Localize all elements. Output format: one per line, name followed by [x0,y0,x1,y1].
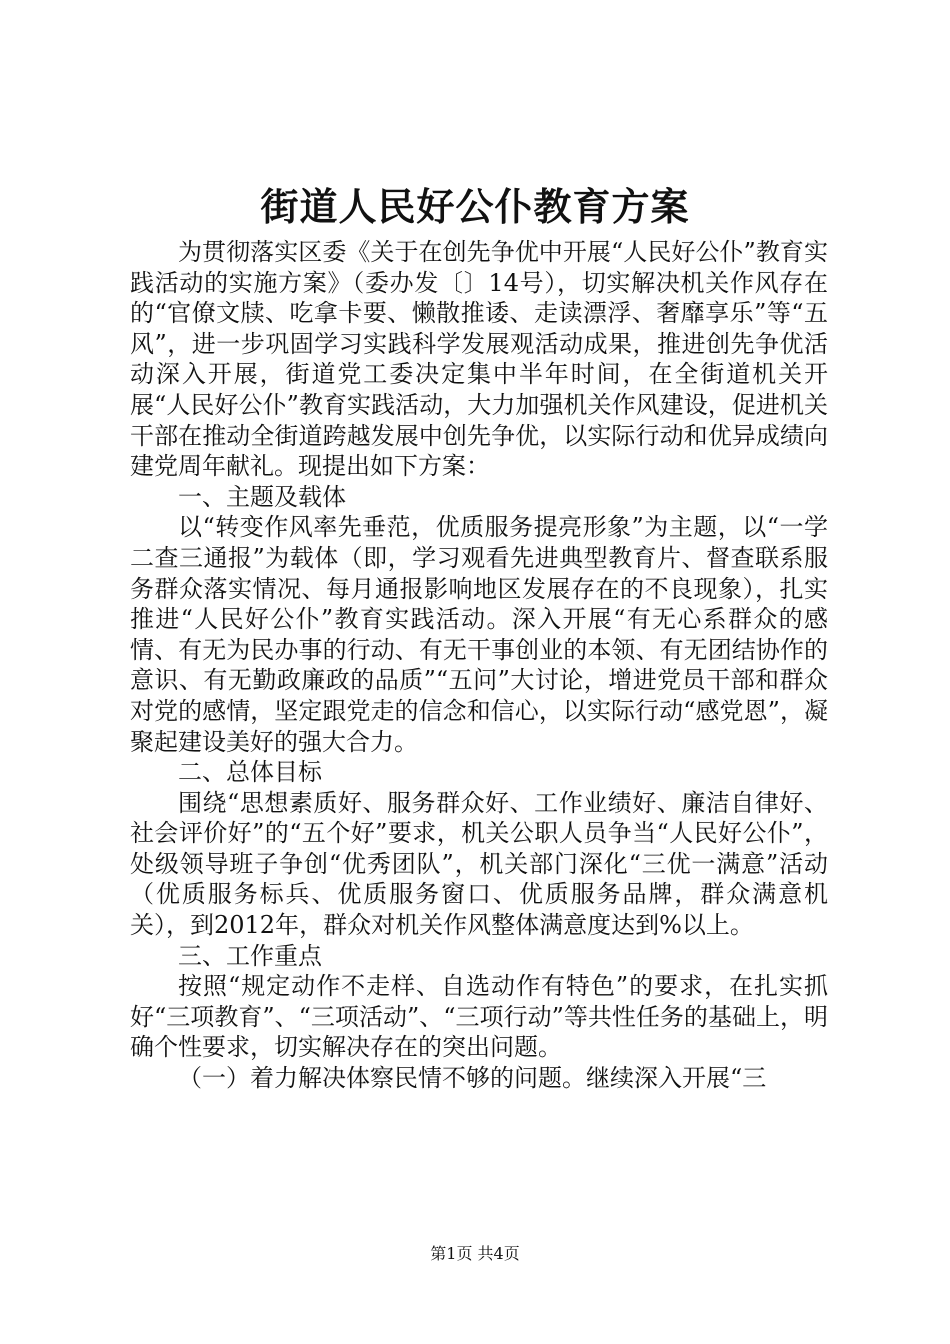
heading-focus: 三、工作重点 [178,941,322,970]
paragraph-theme: 以“转变作风率先垂范，优质服务提亮形象”为主题，以“一学二查三通报”为载体（即，学习观看先进典型教育片、督查联系服务群众落实情况、每月通报影响地区发展存在的不良现象），扎实推进“人民好公仆”教育实践活动。深入开展“有无心系群众的感情、有无为民办事的行动、有无干事创业的本领、有无团结协作的意识、有无勤政廉政的品质”“五问”大讨论，增进党员干部和群众对党的感情，坚定跟党走的信念和信心，以实际行动“感党恩”，凝聚起建设美好的强大合力。 [130,513,828,756]
paragraph-focus: 按照“规定动作不走样、自选动作有特色”的要求，在扎实抓好“三项教育”、“三项活动”、“三项行动”等共性任务的基础上，明确个性要求，切实解决存在的突出问题。 [130,972,828,1062]
heading-goals: 二、总体目标 [178,758,322,787]
document-body [130,237,828,1094]
paragraph-intro: 为贯彻落实区委《关于在创先争优中开展“人民好公仆”教育实践活动的实施方案》（委办发〔〕14号），切实解决机关作风存在的“官僚文牍、吃拿卡要、懒散推诿、走读漂浮、奢靡享乐”等“五风”，进一步巩固学习实践科学发展观活动成果，推进创先争优活动深入开展，街道党工委决定集中半年时间，在全街道机关开展“人民好公仆”教育实践活动，大力加强机关作风建设，促进机关干部在推动全街道跨越发展中创先争优，以实际行动和优异成绩向建党周年献礼。现提出如下方案： [130,238,828,481]
page-number: 第1页 共4页 [430,1244,520,1263]
heading-theme: 一、主题及载体 [178,482,346,511]
paragraph-focus-item-1: （一）着力解决体察民情不够的问题。继续深入开展“三 [178,1064,767,1093]
document-title: 街道人民好公仆教育方案 [260,184,690,229]
paragraph-goals: 围绕“思想素质好、服务群众好、工作业绩好、廉洁自律好、社会评价好”的“五个好”要求，机关公职人员争当“人民好公仆”，处级领导班子争创“优秀团队”，机关部门深化“三优一满意”活动（优质服务标兵、优质服务窗口、优质服务品牌，群众满意机关），到2012年，群众对机关作风整体满意度达到%以上。 [130,788,828,940]
